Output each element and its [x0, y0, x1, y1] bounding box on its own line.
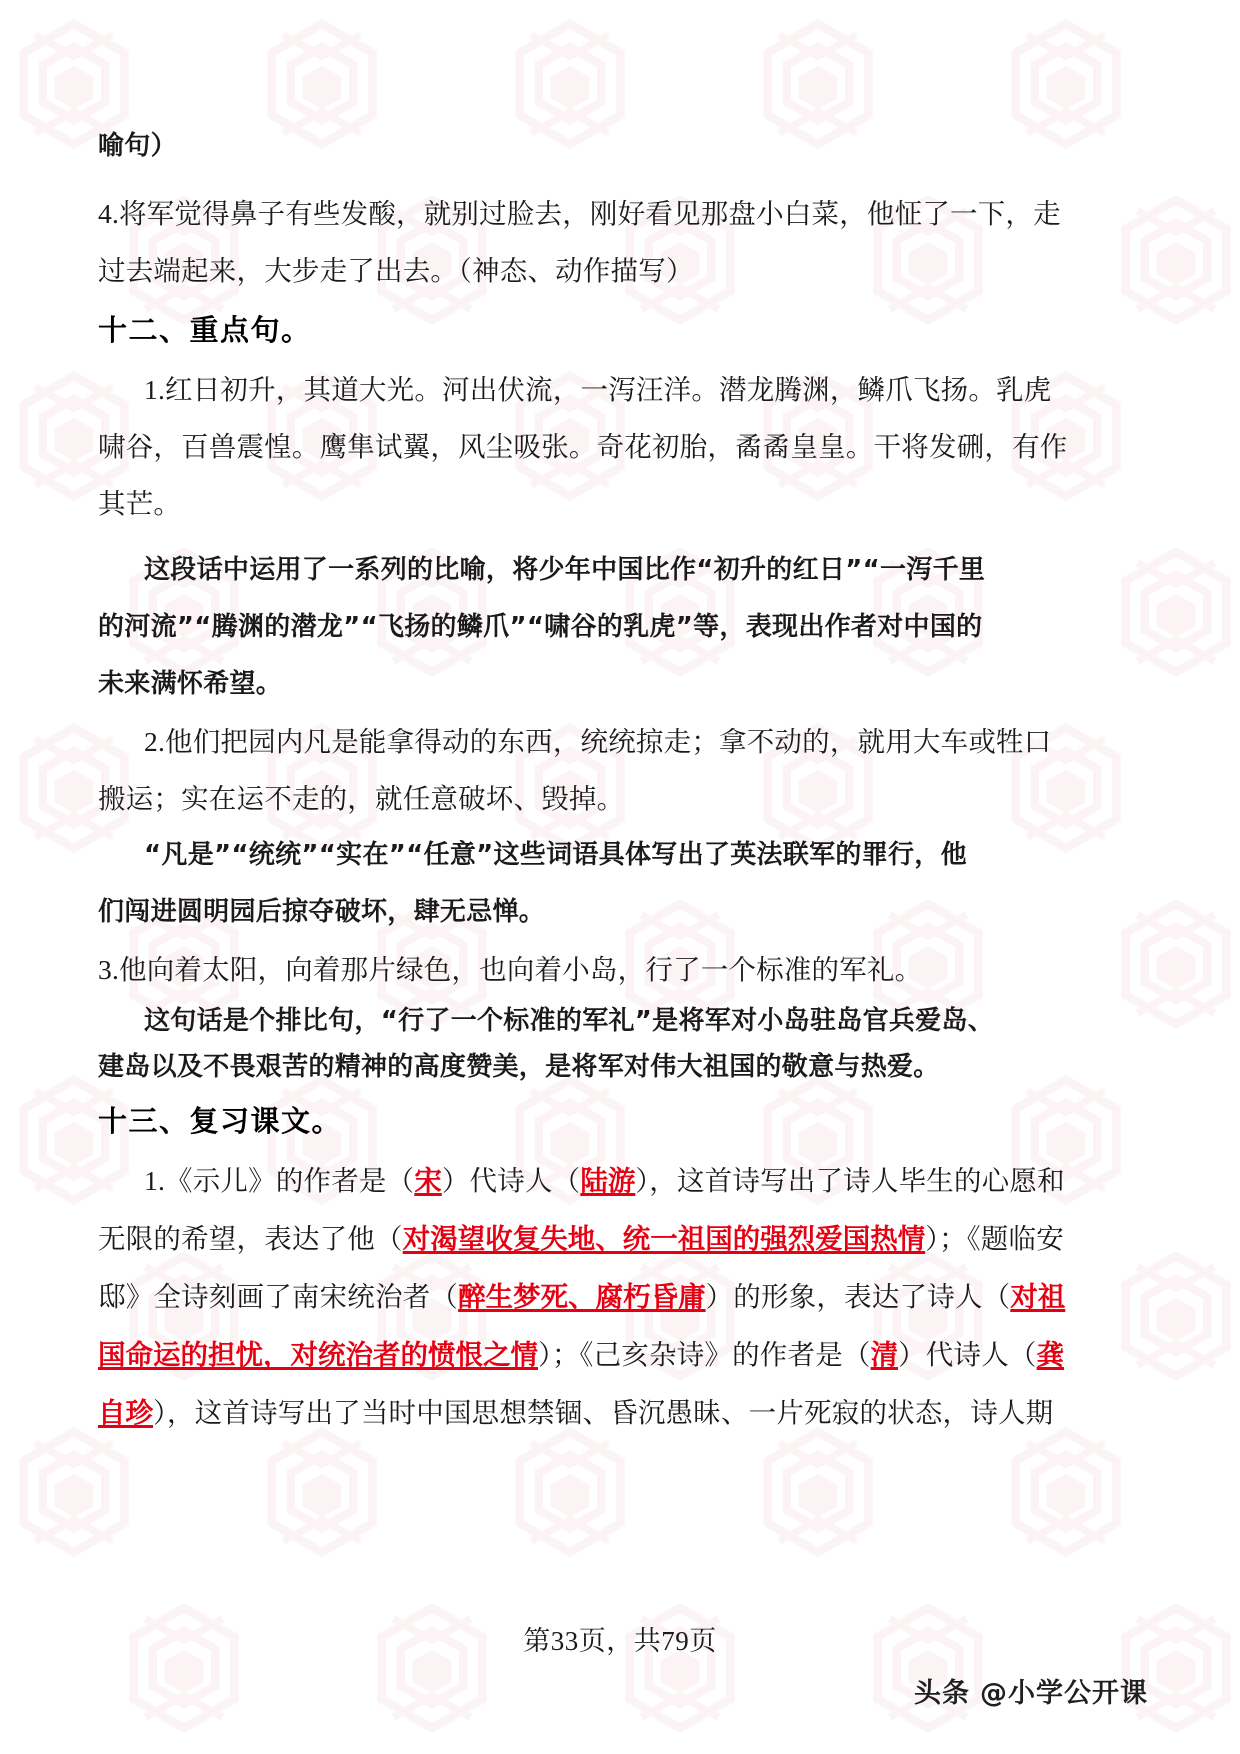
section-heading-12: 十二、重点句。: [98, 313, 312, 347]
text-line: 2.他们把园内凡是能拿得动的东西，统统掠走；拿不动的，就用大车或牲口: [144, 726, 1052, 757]
review-text: ）；《己亥杂诗》的作者是（: [538, 1339, 871, 1370]
review-text: ），这首诗写出了诗人毕生的心愿和: [635, 1165, 1065, 1196]
text-line: 未来满怀希望。: [98, 669, 283, 699]
answer-blank: 醉生梦死、腐朽昏庸: [458, 1281, 706, 1313]
review-text: ）代诗人（: [441, 1165, 581, 1196]
answer-blank: 对渴望收复失地、统一祖国的强烈爱国热情: [402, 1223, 926, 1255]
text-line: 们闯进圆明园后掠夺破坏，肆无忌惮。: [98, 897, 546, 927]
review-text: 1.《示儿》的作者是（: [144, 1165, 415, 1196]
review-text: 无限的希望，表达了他（: [98, 1223, 403, 1254]
spacer: [98, 175, 1142, 185]
answer-blank: 陆游: [580, 1165, 636, 1197]
text-line: 其芒。: [98, 488, 182, 519]
answer-blank: 国命运的担忧，对统治者的愤恨之情: [98, 1339, 538, 1371]
text-line: 啸谷，百兽震惶。鹰隼试翼，风尘吸张。奇花初胎，矞矞皇皇。干将发硎，有作: [98, 431, 1068, 462]
page-number: 第33页，共79页: [523, 1626, 717, 1656]
watermark-hexagon: [758, 1426, 878, 1558]
review-text: ）；《题临安: [925, 1223, 1064, 1254]
watermark-hexagon: [1006, 1426, 1126, 1558]
text-line: 的河流”“腾渊的潜龙”“飞扬的鳞爪”“啸谷的乳虎”等，表现出作者对中国的: [98, 612, 983, 642]
watermark-hexagon: [262, 1426, 382, 1558]
answer-blank: 龚: [1036, 1339, 1065, 1371]
review-text: ），这首诗写出了当时中国思想禁锢、昏沉愚昧、一片死寂的状态，诗人期: [153, 1397, 1054, 1428]
review-line: [98, 1326, 1142, 1384]
page-footer: [0, 1619, 1240, 1658]
platform-name: 头条: [914, 1678, 970, 1709]
watermark-hexagon: [14, 1426, 134, 1558]
answer-blank: 对祖: [1010, 1281, 1066, 1313]
text-line: 搬运；实在运不走的，就任意破坏、毁掉。: [98, 783, 625, 814]
text-line: 建岛以及不畏艰苦的精神的高度赞美，是将军对伟大祖国的敬意与热爱。: [98, 1052, 940, 1082]
review-line: [98, 1152, 1142, 1210]
text-line: 喻句）: [98, 131, 177, 161]
text-line: 3.他向着太阳，向着那片绿色，也向着小岛，行了一个标准的军礼。: [98, 954, 923, 985]
brand-watermark: [914, 1671, 1148, 1710]
review-text: ）代诗人（: [898, 1339, 1037, 1370]
text-line: 1.红日初升，其道大光。河出伏流，一泻汪洋。潜龙腾渊，鳞爪飞扬。乳虎: [144, 374, 1052, 405]
text-line: 这句话是个排比句，“行了一个标准的军礼”是将军对小岛驻岛官兵爱岛、: [144, 1006, 995, 1036]
review-line: [98, 1268, 1142, 1326]
section-heading-13: 十三、复习课文。: [98, 1104, 343, 1138]
text-line: 过去端起来，大步走了出去。（神态、动作描写）: [98, 255, 694, 286]
review-text: ）的形象，表达了诗人（: [705, 1281, 1011, 1312]
answer-blank: 清: [870, 1339, 899, 1371]
account-handle: @小学公开课: [980, 1678, 1148, 1709]
text-line: “凡是”“统统”“实在”“任意”这些词语具体写出了英法联军的罪行，他: [144, 840, 967, 870]
watermark-hexagon: [510, 1426, 630, 1558]
answer-blank: 自珍: [98, 1397, 153, 1429]
review-text: 邸》全诗刻画了南宋统治者（: [98, 1281, 459, 1312]
spacer: [98, 532, 1142, 542]
review-line: [98, 1384, 1142, 1442]
text-line: 这段话中运用了一系列的比喻，将少年中国比作“初升的红日”“一泻千里: [144, 555, 986, 585]
answer-blank: 宋: [414, 1165, 442, 1197]
review-line: [98, 1210, 1142, 1268]
text-line: 4.将军觉得鼻子有些发酸，就别过脸去，刚好看见那盘小白菜，他怔了一下，走: [98, 198, 1061, 229]
